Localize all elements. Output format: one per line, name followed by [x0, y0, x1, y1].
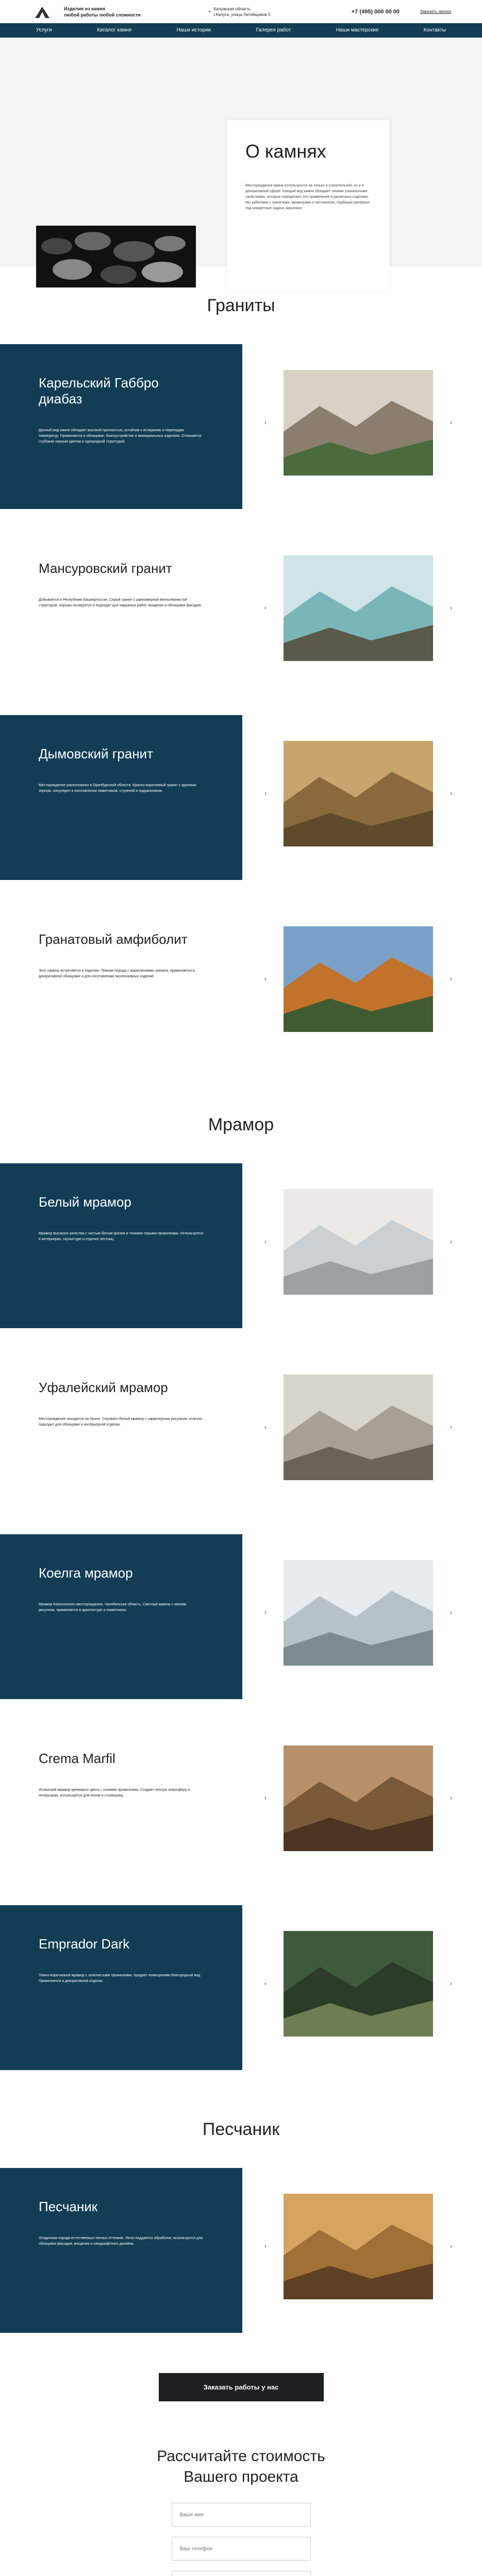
- stone-card: [0, 1534, 242, 1699]
- stone-photo: [284, 555, 433, 661]
- callback-link[interactable]: Заказать звонок: [420, 9, 451, 14]
- main-nav: [0, 23, 482, 38]
- slider-next-icon[interactable]: ›: [450, 1794, 453, 1802]
- phone-input[interactable]: [172, 2537, 311, 2561]
- stone-row: [0, 715, 482, 880]
- stone-slider: [264, 926, 453, 1032]
- stone-description: Месторождение находится на Урале. Серовато-белый мрамор с характерным рисунком, отлично подходит для облицовки и интерьерной отделки.: [39, 1417, 203, 1427]
- stone-row: [0, 2168, 482, 2333]
- stone-name: Дымовский гранит: [39, 746, 153, 761]
- stone-row: [0, 1534, 482, 1699]
- slider-prev-icon[interactable]: ‹: [264, 1608, 267, 1616]
- slider-next-icon[interactable]: ›: [450, 1608, 453, 1616]
- stone-row: [0, 1720, 482, 1885]
- order-button[interactable]: Заказать работы у нас: [159, 2373, 324, 2401]
- location-pin-icon: ⌖: [208, 9, 211, 14]
- slider-next-icon[interactable]: ›: [450, 789, 453, 797]
- stone-card: [0, 901, 242, 1065]
- slider-next-icon[interactable]: ›: [450, 2242, 453, 2250]
- topbar: [0, 0, 482, 23]
- cta-wrap: [0, 2353, 482, 2420]
- slider-prev-icon[interactable]: ‹: [264, 604, 267, 612]
- stone-name: Crema Marfil: [39, 1751, 115, 1766]
- stone-card: [0, 2168, 242, 2333]
- stone-card: [0, 344, 242, 509]
- header-address: ⌖ Калужская область г.Калуга, улица Литейщиков 5: [208, 6, 271, 17]
- stone-photo: [284, 1560, 433, 1666]
- stone-photo: [284, 926, 433, 1032]
- stone-photo: [284, 2194, 433, 2299]
- nav-item[interactable]: Галерея работ: [256, 27, 291, 33]
- stone-row: [0, 1163, 482, 1328]
- header-phone[interactable]: +7 (495) 000 00 00: [351, 8, 400, 15]
- stone-description: Данный вид камня обладает высокой прочностью, устойчив к истиранию и перепадам температур. Применяется в облицовке, благоустройстве и мемориальных изделиях. Отличается глубоким черным цветом и однородной структурой.: [39, 429, 202, 444]
- nav-item[interactable]: Наши истории: [176, 27, 211, 33]
- stone-photo: [284, 1745, 433, 1851]
- page-title: О камнях: [245, 141, 326, 162]
- stone-slider: [264, 370, 453, 476]
- section-title: Граниты: [207, 296, 275, 315]
- stone-row: [0, 530, 482, 694]
- company-name: Изделия из камня любой работы любой сложности: [64, 6, 141, 18]
- stone-card: [0, 715, 242, 880]
- stone-card: [0, 1905, 242, 2070]
- stone-name: Песчаник: [39, 2199, 98, 2214]
- stone-name: Уфалейский мрамор: [39, 1380, 168, 1395]
- stone-description: Мрамор высокого качества с чистым белым фоном и тонкими серыми прожилками. Используется в интерьерах, скульптуре и отделке лестниц.: [39, 1232, 204, 1241]
- nav-item[interactable]: Контакты: [423, 27, 446, 33]
- stone-description: Осадочная порода естественных теплых оттенков. Легко поддается обработке, используется для облицовки фасадов, мощения и ландшафтного дизайна.: [39, 2236, 203, 2246]
- stone-name: Emprador Dark: [39, 1936, 130, 1952]
- stone-card: [0, 1720, 242, 1885]
- stone-slider: [264, 1931, 453, 2037]
- slider-prev-icon[interactable]: ‹: [264, 1423, 267, 1431]
- slider-next-icon[interactable]: ›: [450, 1238, 453, 1245]
- stone-description: Испанский мрамор кремового цвета с тонкими прожилками. Создает теплую атмосферу в интерьерах, используется для полов и столешниц.: [39, 1788, 190, 1798]
- calculator-form: [0, 2420, 482, 2576]
- nav-item[interactable]: Каталог камня: [97, 27, 132, 33]
- stone-row: [0, 344, 482, 509]
- stone-name: Гранатовый амфиболит: [39, 931, 188, 947]
- stone-slider: [264, 2194, 453, 2299]
- stone-slider: [264, 1745, 453, 1851]
- slider-next-icon[interactable]: ›: [450, 1423, 453, 1431]
- stone-description: Темно-коричневый мрамор с золотистыми прожилками, придает помещениям благородный вид. Применяется в декоративной отделке.: [39, 1974, 202, 1983]
- stone-name: Карельский Габбро диабаз: [39, 375, 159, 406]
- calc-title: Рассчитайте стоимость Вашего проекта: [157, 2448, 325, 2485]
- stone-photo: [284, 370, 433, 476]
- slider-prev-icon[interactable]: ‹: [264, 2242, 267, 2250]
- stone-name: Мансуровский гранит: [39, 561, 172, 576]
- stone-slider: [264, 741, 453, 846]
- slider-prev-icon[interactable]: ‹: [264, 1794, 267, 1802]
- about-card: [227, 120, 389, 290]
- slider-next-icon[interactable]: ›: [450, 418, 453, 426]
- slider-prev-icon[interactable]: ‹: [264, 418, 267, 426]
- stone-description: Мрамор Коелгинского месторождения, Челябинская область. Светлый камень с мягким рисунком, применяется в архитектуре и памятниках.: [39, 1603, 187, 1612]
- stone-name: Белый мрамор: [39, 1194, 131, 1210]
- stone-slider: [264, 1189, 453, 1295]
- stone-card: [0, 530, 242, 694]
- slider-next-icon[interactable]: ›: [450, 604, 453, 612]
- section-title: Мрамор: [208, 1115, 274, 1134]
- nav-item[interactable]: Наши мастерские: [336, 27, 379, 33]
- slider-prev-icon[interactable]: ‹: [264, 789, 267, 797]
- slider-prev-icon[interactable]: ‹: [264, 975, 267, 982]
- stone-name: Коелга мрамор: [39, 1565, 133, 1581]
- stone-photo: [284, 741, 433, 846]
- slider-prev-icon[interactable]: ‹: [264, 1979, 267, 1987]
- comment-input[interactable]: [172, 2571, 311, 2576]
- stone-photo: [284, 1931, 433, 2037]
- stone-slider: [264, 1375, 453, 1480]
- logo[interactable]: [31, 3, 54, 21]
- pebbles-image: [36, 226, 196, 287]
- stone-row: [0, 1905, 482, 2070]
- stone-sections: [0, 267, 482, 2353]
- stone-slider: [264, 555, 453, 661]
- stone-card: [0, 1349, 242, 1514]
- slider-prev-icon[interactable]: ‹: [264, 1238, 267, 1245]
- stone-description: Добывается в Республике Башкортостан. Серый гранит с равномерной мелкозернистой структурой, хорошо полируется и подходит для наружных работ, мощения и облицовки фасадов.: [39, 598, 202, 607]
- stone-row: [0, 901, 482, 1065]
- stone-description: Месторождение расположено в Оренбургской области. Красно-коричневый гранит с крупным зерном, популярен в изготовлении памятников, ступеней и подоконников.: [39, 784, 196, 793]
- slider-next-icon[interactable]: ›: [450, 1979, 453, 1987]
- stone-slider: [264, 1560, 453, 1666]
- stone-card: [0, 1163, 242, 1328]
- name-input[interactable]: [172, 2503, 311, 2527]
- stone-description: Этот камень встречается в Карелии. Темная порода с вкраплениями граната, применяется в декоративной облицовке и для изготовления эксклюзивных изделий.: [39, 969, 195, 978]
- about-text: Месторождения камня используются не только в строительной, но и в декоративной сфере. Каждый вид камня обладает своими уникальными свойствами, которые определяют его применение в различных изделиях. Мы работаем с гранитами, мраморами и песчаником, подбирая материал под конкретные задачи заказчика.: [245, 184, 370, 210]
- section-title: Песчаник: [202, 2120, 280, 2139]
- slider-next-icon[interactable]: ›: [450, 975, 453, 982]
- stone-photo: [284, 1189, 433, 1295]
- stone-photo: [284, 1375, 433, 1480]
- nav-item[interactable]: Услуги: [36, 27, 52, 33]
- hero: [0, 38, 482, 267]
- stone-row: [0, 1349, 482, 1514]
